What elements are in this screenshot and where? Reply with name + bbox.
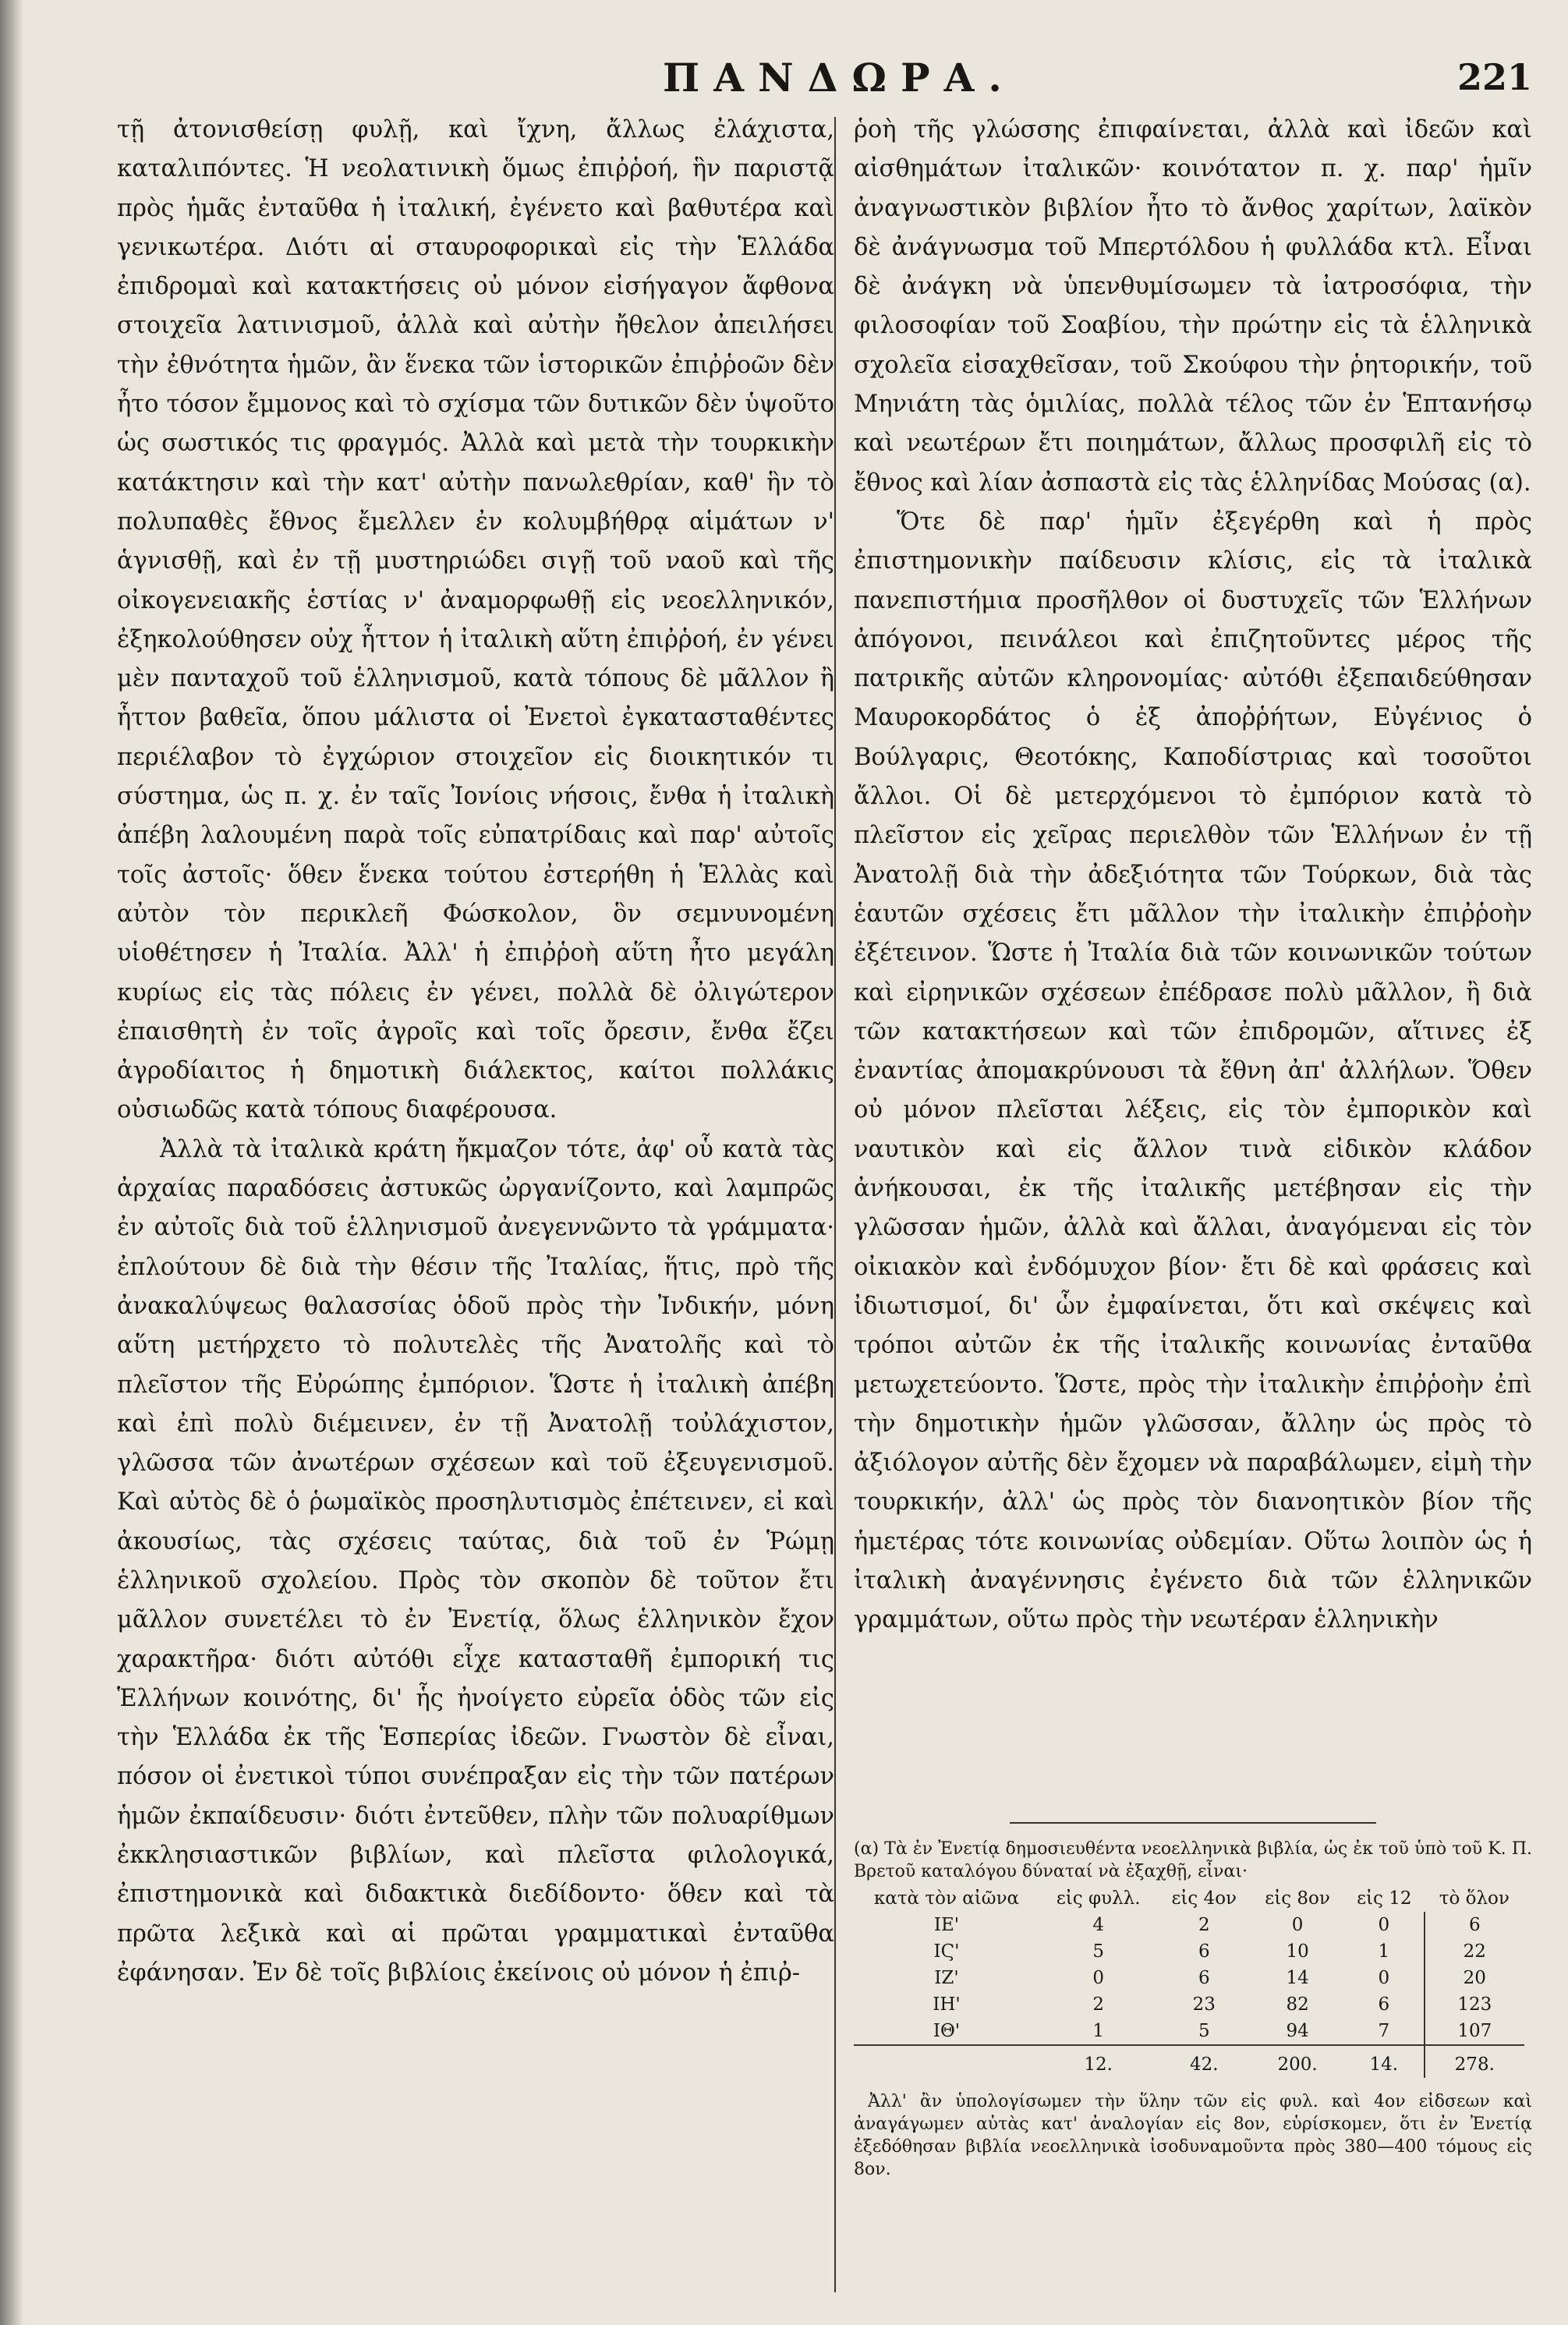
table-cell: 23 (1192, 1994, 1216, 2015)
table-cell: 6 (1378, 1994, 1390, 2015)
binding-gutter (0, 0, 23, 2325)
table-cell: 4 (1092, 1915, 1104, 1935)
table-cell: 2 (1198, 1915, 1210, 1935)
table-cell: 0 (1378, 1915, 1390, 1935)
table-cell: 278. (1425, 2045, 1524, 2078)
running-title: ΠΑΝΔΩΡΑ. (663, 55, 1016, 101)
paragraph: τῇ ἀτονισθείσῃ φυλῇ, καὶ ἴχνη, ἄλλως ἐλάχιστα, καταλιπόντες. Ἡ νεολατινικὴ ὅμως ἐπιῤῥοή, ἣν παριστᾷ πρὸς ἡμᾶς ἐνταῦθα ἡ ἰταλική, ἐγένετο καὶ βαθυτέρα καὶ γενικωτέρα. Διότι αἱ σταυροφορικαὶ εἰς τὴν Ἑλλάδα ἐπιδρομαὶ καὶ κατακτήσεις οὐ μόνον εἰσήγαγον ἄφθονα στοιχεῖα λατινισμοῦ, ἀλλὰ καὶ αὐτὴν ἤθελον ἀπειλήσει τὴν ἐθνότητα ἡμῶν, ἂν ἕνεκα τῶν ἱστορικῶν ἐπιῤῥοῶν δὲν ἦτο τόσον ἔμμονος καὶ τὸ σχίσμα τῶν δυτικῶν δὲν ὑψοῦτο ὡς σωστικός τις φραγμός. Ἀλλὰ καὶ μετὰ τὴν τουρκικὴν κατάκτησιν καὶ τὴν κατ' αὐτὴν πανωλεθρίαν, καθ' ἣν τὸ πολυπαθὲς ἔθνος ἔμελλεν ἐν κολυμβήθρᾳ αἱμάτων ν' ἁγνισθῇ, καὶ ἐν τῇ μυστηριώδει σιγῇ τοῦ ναοῦ καὶ τῆς οἰκογενειακῆς ἑστίας ν' ἀναμορφωθῇ εἰς νεοελληνικόν, ἐξηκολούθησεν οὐχ ἧττον ἡ ἰταλικὴ αὕτη ἐπιῤῥοή, ἐν γένει μὲν πανταχοῦ τοῦ ἑλληνισμοῦ, κατὰ τόπους δὲ μᾶλλον ἢ ἧττον βαθεῖα, ὅπου μάλιστα οἱ Ἐνετοὶ ἐγκατασταθέντες περιέλαβον τὸ ἐγχώριον στοιχεῖον εἰς διοικητικόν τι σύστημα, ὡς π. χ. ἐν ταῖς Ἰονίοις νήσοις, ἔνθα ἡ ἰταλικὴ ἀπέβη λαλουμένη παρὰ τοῖς εὐπατρίδαις καὶ παρ' αὐτοῖς τοῖς ἀστοῖς· ὅθεν ἕνεκα τούτου ἐστερήθη ἡ Ἑλλὰς καὶ αὐτὸν τὸν περικλεῆ Φώσκολον, ὃν σεμνυνομένη υἱοθέτησεν ἡ Ἰταλία. Ἀλλ' ἡ ἐπιῤῥοὴ αὕτη ἦτο μεγάλη κυρίως εἰς τὰς πόλεις ἐν γένει, πολλὰ δὲ ὀλιγώτερον ἐπαισθητὴ ἐν τοῖς ἀγροῖς καὶ τοῖς ὄρεσιν, ἔνθα ἔζει ἀγροδίαιτος ἡ δημοτικὴ διάλεκτος, καίτοι πολλάκις οὐσιωδῶς κατὰ τόπους διαφέρουσα. (117, 116, 834, 1124)
table-cell: 123 (1425, 1991, 1524, 2018)
table-row (854, 1965, 1524, 1991)
table-row (854, 1912, 1524, 1938)
table-cell: 22 (1425, 1938, 1524, 1965)
table-cell: ΙΖ' (934, 1968, 959, 1988)
table-totals-row (854, 2045, 1524, 2078)
footnote-text: (α) Τὰ ἐν Ἐνετίᾳ δημοσιευθέντα νεοελληνικὰ βιβλία, ὡς ἐκ τοῦ ὑπὸ τοῦ Κ. Π. Βρετοῦ καταλόγου δύναταί νὰ ἐξαχθῇ, εἶναι· (854, 1839, 1532, 1881)
table-cell: 107 (1425, 2018, 1524, 2045)
table-cell: 14 (1286, 1968, 1309, 1988)
column-header: τὸ ὅλον (1439, 1888, 1510, 1909)
table-cell: 6 (1198, 1968, 1210, 1988)
footnote-note: Ἀλλ' ἂν ὑπολογίσωμεν τὴν ὕλην τῶν εἰς φυλ. καὶ 4ον εἰδσεων καὶ ἀναγάγωμεν αὐτὰς κατ' ἀναλογίαν εἰς 8ον, εὑρίσκομεν, ὅτι ἐν Ἐνετίᾳ ἐξεδόθησαν βιβλία νεοελληνικὰ ἰσοδυναμοῦντα πρὸς 380—400 τόμους εἰς 8ον. (854, 2092, 1532, 2179)
table-cell: 5 (1198, 2021, 1210, 2041)
table-cell: ΙΗ' (933, 1994, 961, 2015)
table-cell: 12. (1039, 2045, 1157, 2078)
table-cell: 1 (1378, 1941, 1390, 1962)
table-cell: 42. (1157, 2045, 1251, 2078)
table-cell: 7 (1378, 2021, 1390, 2041)
paragraph: ῥοὴ τῆς γλώσσης ἐπιφαίνεται, ἀλλὰ καὶ ἰδεῶν καὶ αἰσθημάτων ἰταλικῶν· κοινότατον π. χ. παρ' ἡμῖν ἀναγνωστικὸν βιβλίον ἦτο τὸ ἄνθος χαρίτων, λαϊκὸν δὲ ἀνάγνωσμα τοῦ Μπερτόλδου ἡ φυλλάδα κτλ. Εἶναι δὲ ἀνάγκη νὰ ὑπενθυμίσωμεν τὰ ἰατροσόφια, τὴν φιλοσοφίαν τοῦ Σοαβίου, τὴν πρώτην εἰς τὰ ἑλληνικὰ σχολεῖα εἰσαχθεῖσαν, τοῦ Σκούφου τὴν ῥητορικήν, τοῦ Μηνιάτη τὰς ὁμιλίας, πολλὰ τέλος τῶν ἐν Ἑπτανήσῳ καὶ νεωτέρων ἔτι ποιημάτων, ἄλλως προσφιλῆ εἰς τὸ ἔθνος καὶ λίαν ἀσπαστὰ εἰς τὰς ἑλληνίδας Μούσας (α). (854, 116, 1532, 497)
table-cell: 82 (1286, 1994, 1309, 2015)
table-cell: 0 (1291, 1915, 1304, 1935)
table-header-row (854, 1886, 1524, 1912)
table-cell (854, 2045, 1039, 2078)
page-header (47, 47, 1540, 117)
paragraph: Ὅτε δὲ παρ' ἡμῖν ἐξεγέρθη καὶ ἡ πρὸς ἐπιστημονικὴν παίδευσιν κλίσις, εἰς τὰ ἰταλικὰ πανεπιστήμια προσῆλθον οἱ δυστυχεῖς τῶν Ἑλλήνων ἀπόγονοι, πεινάλεοι καὶ ἐπιζητοῦντες μέρος τῆς πατρικῆς αὐτῶν κληρονομίας· αὐτόθι ἐξεπαιδεύθησαν Μαυροκορδάτος ὁ ἐξ ἀποῤῥήτων, Εὐγένιος ὁ Βούλγαρις, Θεοτόκης, Καποδίστριας καὶ τοσοῦτοι ἄλλοι. Οἱ δὲ μετερχόμενοι τὸ ἐμπόριον κατὰ τὸ πλεῖστον εἰς χεῖρας περιελθὸν τῶν Ἑλλήνων ἐν τῇ Ἀνατολῇ διὰ τὴν ἀδεξιότητα τῶν Τούρκων, διὰ τὰς ἑαυτῶν σχέσεις ἔτι μᾶλλον τὴν ἰταλικὴν ἐπιῤῥοὴν ἐξέτεινον. Ὥστε ἡ Ἰταλία διὰ τῶν κοινωνικῶν τούτων καὶ εἰρηνικῶν σχέσεων ἐπέδρασε πολὺ μᾶλλον, ἢ διὰ τῶν κατακτήσεων καὶ τῶν ἐπιδρομῶν, αἵτινες ἐξ ἐναντίας ἀπομακρύνουσι τὰ ἔθνη ἀπ' ἀλλήλων. Ὅθεν οὐ μόνον πλεῖσται λέξεις, εἰς τὸν ἐμπορικὸν καὶ ναυτικὸν καὶ εἰς ἄλλον τινὰ εἰδικὸν κλάδον ἀνήκουσαι, ἐκ τῆς ἰταλικῆς μετέβησαν εἰς τὴν γλῶσσαν ἡμῶν, ἀλλὰ καὶ ἄλλαι, ἀναγόμεναι εἰς τὸν οἰκιακὸν καὶ ἐνδόμυχον βίον· ἔτι δὲ καὶ φράσεις καὶ ἰδιωτισμοί, δι' ὧν ἐμφαίνεται, ὅτι καὶ σκέψεις καὶ τρόποι αὐτῶν ἐκ τῆς ἰταλικῆς κοινωνίας ἐνταῦθα μετωχετεύοντο. Ὥστε, πρὸς τὴν ἰταλικὴν ἐπιῤῥοὴν ἐπὶ τὴν δημοτικὴν ἡμῶν γλῶσσαν, ἄλλην ὡς πρὸς τὸ ἀξιόλογον αὐτῆς δὲν ἔχομεν νὰ παραβάλωμεν, εἰμὴ τὴν τουρκικήν, ἀλλ' ὡς πρὸς τὸν διανοητικὸν βίον τῆς ἡμετέρας τότε κοινωνίας οὐδεμίαν. Οὕτω λοιπὸν ὡς ἡ ἰταλικὴ ἀναγέννησις ἐγένετο διὰ τῶν ἑλληνικῶν γραμμάτων, οὕτω πρὸς τὴν νεωτέραν ἑλληνικὴν (854, 508, 1532, 1634)
table-cell: 6 (1198, 1941, 1210, 1962)
table-cell: 2 (1092, 1994, 1104, 2015)
column-header: εἰς 8ον (1265, 1888, 1330, 1909)
page-number: 221 (1457, 56, 1532, 98)
table-cell: 6 (1425, 1912, 1524, 1938)
table-cell: 5 (1092, 1941, 1104, 1962)
table-cell: 14. (1344, 2045, 1425, 2078)
table-cell: ΙΘ' (933, 2021, 961, 2041)
table-cell: 200. (1251, 2045, 1344, 2078)
footnote (854, 1822, 1532, 2181)
footnote-table (854, 1886, 1524, 2078)
table-cell: 10 (1286, 1941, 1309, 1962)
book-page (47, 0, 1540, 2325)
table-row (854, 1991, 1524, 2018)
column-header: εἰς φυλλ. (1056, 1888, 1141, 1909)
column-header: κατὰ τὸν αἰῶνα (873, 1888, 1020, 1909)
table-cell: ΙϚ' (933, 1941, 960, 1962)
column-divider (834, 117, 836, 2292)
table-cell: 0 (1092, 1968, 1104, 1988)
table-cell: 1 (1092, 2021, 1104, 2041)
table-row (854, 2018, 1524, 2045)
table-cell: 94 (1286, 2021, 1309, 2041)
table-cell: 0 (1378, 1968, 1390, 1988)
column-header: εἰς 12 (1357, 1888, 1412, 1909)
table-row (854, 1938, 1524, 1965)
column-header: εἰς 4ον (1171, 1888, 1237, 1909)
table-cell: ΙΕ' (933, 1915, 960, 1935)
left-column (117, 111, 834, 2302)
paragraph: Ἀλλὰ τὰ ἰταλικὰ κράτη ἤκμαζον τότε, ἀφ' οὗ κατὰ τὰς ἀρχαίας παραδόσεις ἀστυκῶς ὠργανίζοντο, καὶ λαμπρῶς ἐν αὐτοῖς διὰ τοῦ ἑλληνισμοῦ ἀνεγεννῶντο τὰ γράμματα· ἐπλούτουν δὲ διὰ τὴν θέσιν τῆς Ἰταλίας, ἥτις, πρὸ τῆς ἀνακαλύψεως θαλασσίας ὁδοῦ πρὸς τὴν Ἰνδικήν, μόνη αὕτη μετήρχετο τὸ πολυτελὲς τῆς Ἀνατολῆς καὶ τὸ πλεῖστον τῆς Εὐρώπης ἐμπόριον. Ὥστε ἡ ἰταλικὴ ἀπέβη καὶ ἐπὶ πολὺ διέμεινεν, ἐν τῇ Ἀνατολῇ τοὐλάχιστον, γλῶσσα τῶν ἀνωτέρων σχέσεων καὶ τοῦ ἐξευγενισμοῦ. Καὶ αὐτὸς δὲ ὁ ῥωμαϊκὸς προσηλυτισμὸς ἐπέτεινεν, εἰ καὶ ἀκουσίως, τὰς σχέσεις ταύτας, διὰ τοῦ ἐν Ῥώμῃ ἑλληνικοῦ σχολείου. Πρὸς τὸν σκοπὸν δὲ τοῦτον ἔτι μᾶλλον συνετέλει τὸ ἐν Ἐνετίᾳ, ὅλως ἑλληνικὸν ἔχον χαρακτῆρα· διότι αὐτόθι εἶχε κατασταθῆ ἐμπορική τις Ἑλλήνων κοινότης, δι' ἧς ἠνοίγετο εὐρεῖα ὁδὸς τῶν εἰς τὴν Ἑλλάδα ἐκ τῆς Ἑσπερίας ἰδεῶν. Γνωστὸν δὲ εἶναι, πόσον οἱ ἐνετικοὶ τύποι συνέπραξαν εἰς τὴν τῶν πατέρων ἡμῶν ἐκπαίδευσιν· διότι ἐντεῦθεν, πλὴν τῶν πολυαρίθμων ἐκκλησιαστικῶν βιβλίων, καὶ πλεῖστα φιλολογικά, ἐπιστημονικὰ καὶ διδακτικὰ διεδίδοντο· ὅθεν καὶ τὰ πρῶτα λεξικὰ καὶ αἱ πρῶται γραμματικαὶ ἐνταῦθα ἐφάνησαν. Ἐν δὲ τοῖς βιβλίοις ἐκείνοις οὐ μόνον ἡ ἐπιῤ- (117, 1135, 834, 1987)
footnote-rule (1010, 1822, 1376, 1824)
table-cell: 20 (1425, 1965, 1524, 1991)
